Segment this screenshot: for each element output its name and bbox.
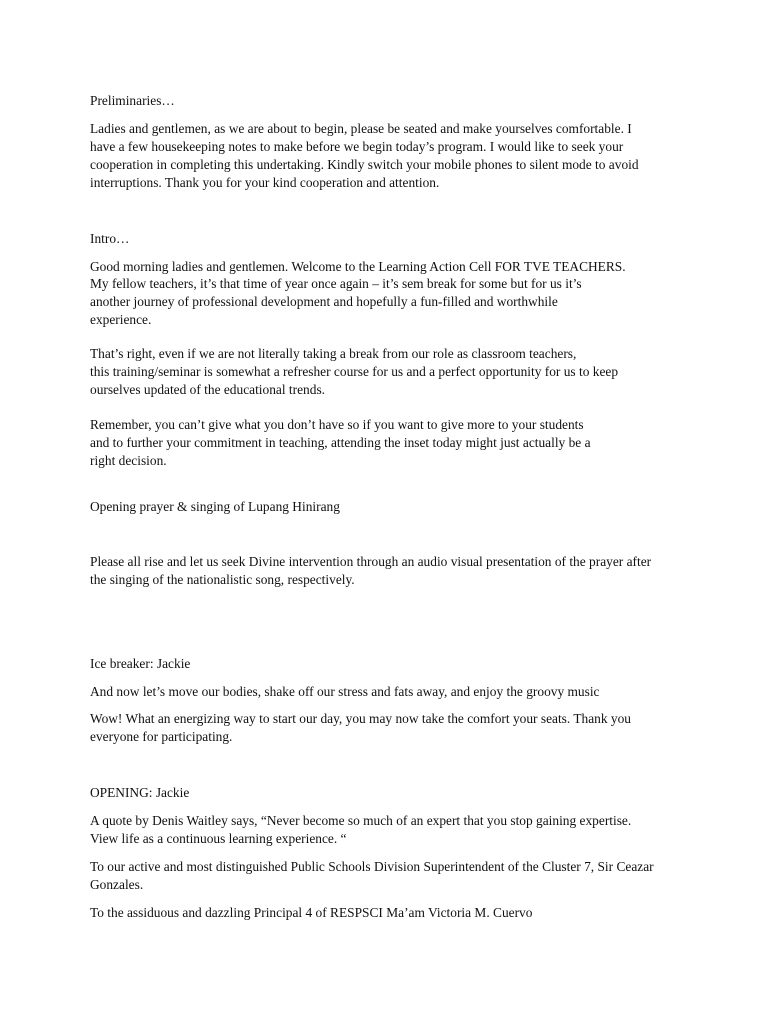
text-line: everyone for participating. <box>90 729 233 744</box>
text-line: To the assiduous and dazzling Principal 4 of RESPSCI Ma’am Victoria M. Cuervo <box>90 905 533 920</box>
section-heading-opening: OPENING: Jackie <box>90 785 190 800</box>
text-line: And now let’s move our bodies, shake off our stress and fats away, and enjoy the groovy music <box>90 684 600 699</box>
text-line: A quote by Denis Waitley says, “Never become so much of an expert that you stop gaining expertise. <box>90 813 632 828</box>
text-line: interruptions. Thank you for your kind cooperation and attention. <box>90 175 440 190</box>
text-line: Gonzales. <box>90 877 144 892</box>
text-line: right decision. <box>90 453 167 468</box>
text-line: View life as a continuous learning experience. “ <box>90 831 347 846</box>
text-line: Wow! What an energizing way to start our day, you may now take the comfort your seats. Thank you <box>90 711 631 726</box>
section-heading-preliminaries: Preliminaries… <box>90 93 175 108</box>
section-heading-opening-prayer: Opening prayer & singing of Lupang Hinirang <box>90 499 340 514</box>
text-line: To our active and most distinguished Public Schools Division Superintendent of the Cluster 7, Sir Ceazar <box>90 859 654 874</box>
text-line: My fellow teachers, it’s that time of year once again – it’s sem break for some but for us it’s <box>90 276 582 291</box>
text-line: Good morning ladies and gentlemen. Welcome to the Learning Action Cell FOR TVE TEACHERS. <box>90 259 626 274</box>
text-line: That’s right, even if we are not literally taking a break from our role as classroom teachers, <box>90 346 577 361</box>
text-line: Ladies and gentlemen, as we are about to begin, please be seated and make yourselves comfortable. I <box>90 121 632 136</box>
text-line: and to further your commitment in teaching, attending the inset today might just actually be a <box>90 435 591 450</box>
text-line: this training/seminar is somewhat a refresher course for us and a perfect opportunity for us to keep <box>90 364 619 379</box>
text-line: the singing of the nationalistic song, respectively. <box>90 572 355 587</box>
text-line: cooperation in completing this undertaking. Kindly switch your mobile phones to silent mode to avoid <box>90 157 639 172</box>
section-heading-ice-breaker: Ice breaker: Jackie <box>90 656 191 671</box>
text-line: another journey of professional development and hopefully a fun-filled and worthwhile <box>90 294 558 309</box>
text-line: Remember, you can’t give what you don’t have so if you want to give more to your students <box>90 417 584 432</box>
text-line: have a few housekeeping notes to make before we begin today’s program. I would like to seek your <box>90 139 624 154</box>
text-line: Please all rise and let us seek Divine intervention through an audio visual presentation of the prayer after <box>90 554 652 569</box>
section-heading-intro: Intro… <box>90 231 130 246</box>
text-line: ourselves updated of the educational trends. <box>90 382 326 397</box>
text-line: experience. <box>90 312 152 327</box>
